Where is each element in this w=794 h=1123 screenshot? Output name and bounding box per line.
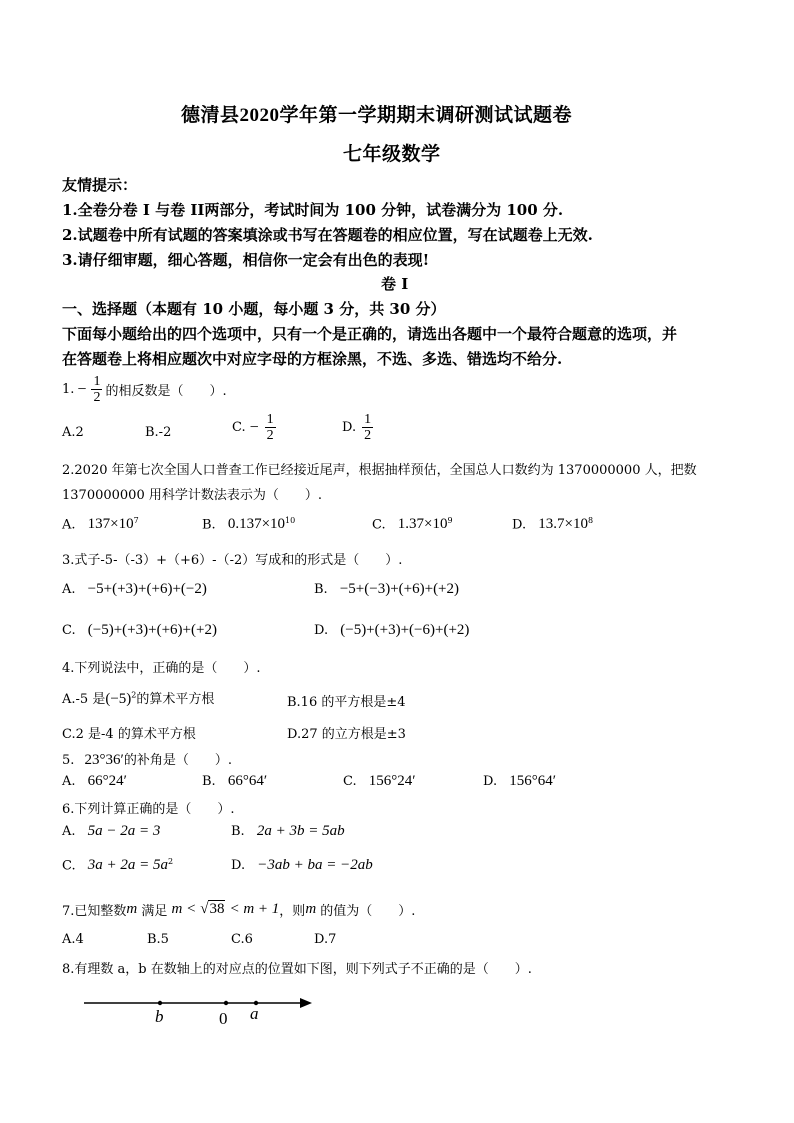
label-zero: 0: [219, 1009, 228, 1028]
q4-option-a-suffix: 的算术平方根: [136, 692, 215, 707]
section1-instruction-1: 下面每小题给出的四个选项中，只有一个是正确的，请选出各题中一个最符合题意的选项，并: [62, 325, 678, 343]
q4-option-a: [62, 688, 214, 708]
q7-option-d: D.7: [314, 932, 337, 947]
q1-option-a: A.2: [62, 425, 84, 440]
q6-option-d-label: D.: [231, 858, 246, 873]
q3-option-b: [314, 581, 459, 598]
q6-option-b-expr: 2a + 3b = 5ab: [256, 823, 345, 839]
q2-option-c-label: C.: [372, 517, 386, 533]
q6-option-d-expr: −3ab + ba = −2ab: [257, 857, 373, 873]
q3-option-c-label: C.: [62, 623, 76, 638]
q1-option-d-denominator: 2: [364, 428, 372, 443]
q1-frac-numerator: 1: [93, 374, 101, 389]
q3-option-b-label: B.: [314, 582, 328, 597]
exam-subtitle: 七年级数学: [343, 144, 441, 165]
q7-sqrt: √38: [200, 901, 225, 917]
q5-option-d-value: 156°64′: [509, 773, 557, 789]
q2-option-a-exponent: 7: [133, 516, 139, 525]
q2-option-b-base: 0.137×10: [227, 516, 286, 533]
q2-option-a-base: 137×10: [87, 516, 134, 533]
number-line-arrow: [300, 998, 312, 1008]
q5-option-d: [483, 773, 556, 790]
q3-option-a-label: A.: [62, 582, 76, 597]
q1-option-c-label: C.: [232, 420, 246, 435]
q3-option-c-expr: (−5)+(+3)+(+6)+(+2): [87, 622, 217, 638]
q5-text: 的补角是（ ）.: [123, 753, 232, 768]
tips-heading: 友情提示：: [62, 176, 138, 194]
q2-option-d-label: D.: [512, 517, 527, 533]
q1-option-c-fraction: [265, 412, 276, 443]
q5-option-a-value: 66°24′: [87, 773, 127, 789]
q6-option-b-label: B.: [231, 824, 245, 839]
q7-option-c: C.6: [231, 932, 253, 947]
q7-var-m: m: [126, 901, 138, 917]
tip-line-1: 1.全卷分卷 I 与卷 II两部分，考试时间为 100 分钟，试卷满分为 100 分.: [62, 201, 564, 219]
point-zero: [224, 1001, 228, 1005]
question-5: [62, 749, 232, 769]
q7-option-b: B.5: [147, 932, 169, 947]
q6-option-c-label: C.: [62, 858, 76, 874]
exam-title: 德清县2020学年第一学期期末调研测试试题卷: [181, 105, 573, 126]
q7-ineq-left: m <: [171, 901, 197, 917]
q2-line-2: 1370000000 用科学计数法表示为（ ）.: [62, 488, 322, 503]
q6-option-c: [62, 857, 173, 874]
q7-ineq-right: < m + 1: [229, 901, 280, 917]
q4-option-b: B.16 的平方根是±4: [287, 695, 406, 710]
q4-option-a-math: (−5): [105, 691, 132, 707]
q1-fraction: [91, 374, 102, 405]
q2-option-b-label: B.: [202, 517, 216, 533]
section1-heading: 一、选择题（本题有 10 小题，每小题 3 分，共 30 分）: [62, 300, 446, 318]
q1-text: 的相反数是（ ）.: [105, 384, 227, 399]
q3-option-c: [62, 622, 217, 639]
q3-option-b-expr: −5+(−3)+(+6)+(+2): [339, 581, 460, 597]
q4-option-a-prefix: A.-5 是: [62, 692, 106, 707]
q7-var-m-2: m: [305, 901, 317, 917]
q2-option-d-exponent: 8: [587, 516, 594, 525]
q7-mid-1: 满足: [137, 904, 172, 919]
q1-option-d-numerator: 1: [364, 412, 372, 427]
q2-option-b: [202, 516, 295, 533]
q2-option-c: [372, 516, 453, 533]
q7-suffix: 的值为（ ）.: [316, 904, 416, 919]
q1-option-c: [232, 412, 276, 443]
q6-option-b: [231, 823, 345, 840]
q5-option-b-value: 66°64′: [227, 773, 268, 789]
q5-option-c-value: 156°24′: [368, 773, 416, 789]
q6-option-c-expr: 3a + 2a = 5a: [87, 857, 169, 874]
q8-text: 8.有理数 a，b 在数轴上的对应点的位置如下图，则下列式子不正确的是（ ）.: [62, 962, 532, 977]
q2-option-a: [62, 516, 139, 533]
q5-option-d-label: D.: [483, 774, 498, 789]
point-b: [158, 1001, 162, 1005]
label-b: b: [155, 1007, 164, 1026]
question-7: [62, 900, 415, 919]
q5-option-a: [62, 773, 127, 790]
q2-option-d: [512, 516, 593, 533]
tip-line-2: 2.试题卷中所有试题的答案填涂或书写在答题卷的相应位置，写在试题卷上无效.: [62, 226, 593, 244]
q3-option-d-label: D.: [314, 623, 329, 638]
q6-option-a-label: A.: [62, 824, 76, 839]
question-1: [62, 374, 227, 405]
q4-option-d: D.27 的立方根是±3: [287, 727, 406, 742]
q2-option-c-base: 1.37×10: [397, 516, 448, 533]
q1-number: 1.: [62, 382, 75, 397]
q6-option-d: [231, 857, 373, 874]
q2-option-d-base: 13.7×10: [538, 516, 588, 533]
q3-option-d-expr: (−5)+(+3)+(−6)+(+2): [340, 622, 470, 638]
q4-option-a-exponent: 2: [131, 690, 137, 700]
q6-option-a-expr: 5a − 2a = 3: [87, 823, 161, 839]
q7-sqrt-value: 38: [209, 901, 225, 917]
q1-option-d-label: D.: [342, 420, 357, 435]
q5-number: 5.: [62, 753, 75, 768]
q7-prefix: 7.已知整数: [62, 904, 127, 919]
q7-mid-2: ，则: [279, 904, 306, 919]
q1-frac-denominator: 2: [93, 390, 101, 405]
q1-minus: −: [77, 380, 87, 398]
q3-text: 3.式子-5-（-3）+（+6）-（-2）写成和的形式是（ ）.: [62, 553, 403, 568]
q5-option-b-label: B.: [202, 774, 216, 789]
q1-option-d: [342, 412, 373, 443]
q4-option-c: C.2 是-4 的算术平方根: [62, 727, 196, 742]
volume-label: 卷 I: [381, 275, 409, 293]
q6-option-c-exponent: 2: [168, 857, 174, 866]
q2-option-a-label: A.: [62, 517, 76, 533]
q5-option-c-label: C.: [343, 774, 357, 789]
q1-option-c-minus: −: [249, 418, 259, 436]
q5-option-a-label: A.: [62, 774, 76, 789]
q6-option-a: [62, 823, 160, 840]
q2-line-1: 2.2020 年第七次全国人口普查工作已经接近尾声，根据抽样预估，全国总人口数约为 1370000000 人，把数: [62, 463, 697, 478]
number-line: [60, 990, 330, 1030]
q5-option-b: [202, 773, 267, 790]
q3-option-a-expr: −5+(+3)+(+6)+(−2): [87, 581, 207, 597]
q5-angle: 23°36′: [84, 752, 124, 768]
q5-option-c: [343, 773, 416, 790]
q1-option-c-numerator: 1: [266, 412, 274, 427]
q2-option-c-exponent: 9: [447, 516, 453, 525]
q1-option-b: B.-2: [145, 425, 172, 440]
q1-option-d-fraction: [362, 412, 373, 443]
q3-option-a: [62, 581, 207, 598]
section1-instruction-2: 在答题卷上将相应题次中对应字母的方框涂黑，不选、多选、错选均不给分.: [62, 350, 563, 368]
q4-text: 4.下列说法中，正确的是（ ）.: [62, 661, 261, 676]
tip-line-3: 3.请仔细审题，细心答题，相信你一定会有出色的表现!: [62, 251, 430, 269]
q7-option-a: A.4: [62, 932, 84, 947]
label-a: a: [250, 1004, 259, 1023]
q2-option-b-exponent: 10: [285, 516, 296, 525]
q1-option-c-denominator: 2: [266, 428, 274, 443]
q3-option-d: [314, 622, 469, 639]
q6-text: 6.下列计算正确的是（ ）.: [62, 802, 235, 817]
